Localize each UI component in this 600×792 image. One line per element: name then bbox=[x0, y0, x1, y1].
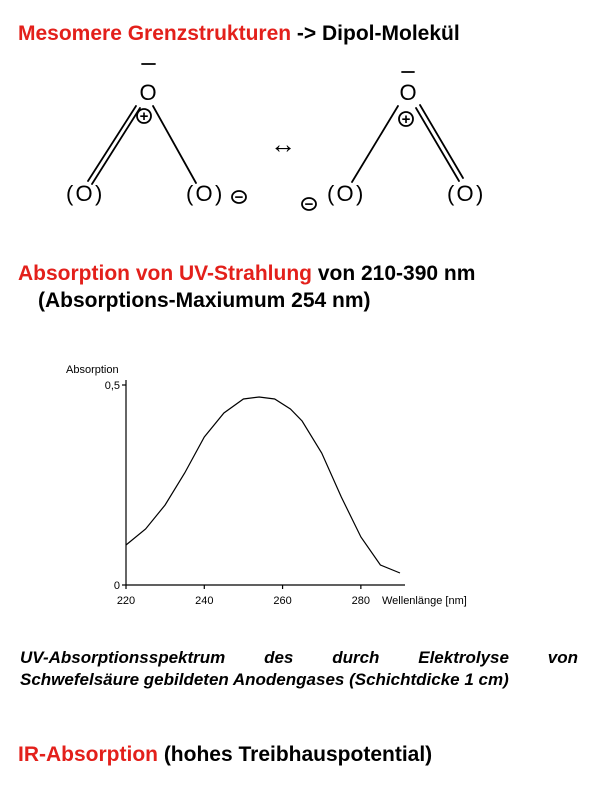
svg-text:(: ( bbox=[66, 181, 74, 206]
heading-mesomeric-rest: -> Dipol-Molekül bbox=[291, 22, 460, 45]
heading-uv-maximum: (Absorptions-Maxiumum 254 nm) bbox=[38, 289, 371, 312]
oxygen-atom: O bbox=[456, 181, 474, 206]
x-tick-label: 220 bbox=[116, 595, 136, 607]
heading-ir-absorption bbox=[18, 743, 432, 767]
resonance-arrow: ↔ bbox=[270, 129, 296, 159]
y-tick-label: 0,5 bbox=[104, 380, 120, 392]
svg-text:(: ( bbox=[327, 181, 335, 206]
oxygen-atom: O bbox=[399, 80, 417, 105]
y-axis-label: Absorption bbox=[66, 364, 119, 376]
minus-sign: − bbox=[234, 189, 244, 206]
minus-sign: − bbox=[304, 196, 314, 213]
x-tick-label: 240 bbox=[195, 595, 214, 607]
svg-text:(: ( bbox=[186, 181, 194, 206]
svg-text:): ) bbox=[476, 181, 484, 206]
oxygen-atom: O bbox=[195, 181, 213, 206]
svg-text:): ) bbox=[356, 181, 364, 206]
svg-text:): ) bbox=[215, 181, 223, 206]
x-tick-label: 280 bbox=[351, 595, 371, 607]
oxygen-atom: O bbox=[75, 181, 93, 206]
x-axis-label: Wellenlänge [nm] bbox=[382, 595, 467, 607]
chart-caption-line-1: UV-Absorptionsspektrum des durch Elektrolyse von bbox=[20, 648, 578, 667]
heading-ir-rest: (hohes Treibhauspotential) bbox=[157, 743, 433, 766]
oxygen-atom: O bbox=[139, 80, 157, 105]
heading-ir-red: IR-Absorption bbox=[18, 743, 158, 766]
chart-caption-line-2: Schwefelsäure gebildeten Anodengases (Schichtdicke 1 cm) bbox=[20, 670, 509, 689]
heading-mesomeric-red: Mesomere Grenzstrukturen bbox=[18, 22, 292, 45]
y-tick-label: 0 bbox=[113, 580, 120, 592]
svg-text:(: ( bbox=[447, 181, 455, 206]
x-tick-label: 260 bbox=[273, 595, 292, 607]
oxygen-atom: O bbox=[336, 181, 354, 206]
heading-uv-red: Absorption von UV-Strahlung bbox=[18, 262, 312, 285]
plus-sign: + bbox=[401, 111, 411, 128]
heading-uv-rest: von 210-390 nm bbox=[312, 262, 476, 285]
plus-sign: + bbox=[139, 108, 149, 125]
svg-text:): ) bbox=[95, 181, 103, 206]
absorption-curve bbox=[126, 397, 400, 573]
